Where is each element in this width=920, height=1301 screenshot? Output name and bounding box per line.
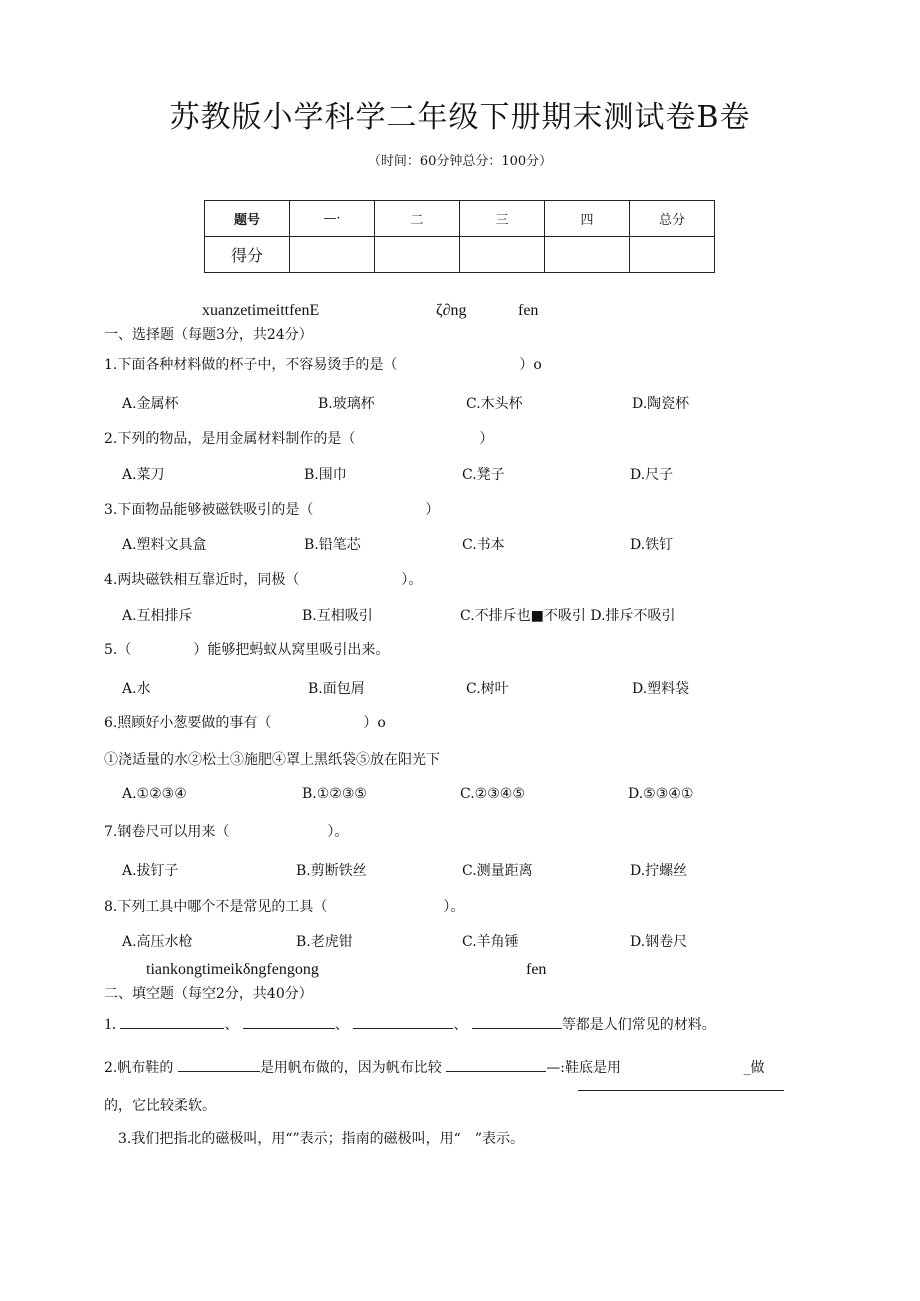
answer-blank[interactable] (472, 1014, 562, 1029)
fill-q1-number: 1. (104, 1016, 116, 1033)
q4-option-b: B.互相吸引 (302, 608, 373, 624)
question-6-tail: ）o (363, 715, 386, 731)
header-question-number: 题号 (205, 201, 290, 237)
question-8-tail: ）。 (443, 899, 465, 915)
fill-q2-part-b: 是用帆布做的，因为帆布比较 (259, 1060, 442, 1076)
q4-option-a: A.互相排斥 (122, 608, 193, 624)
question-2 (104, 428, 493, 448)
score-cell (460, 237, 545, 273)
q8-option-c: C.羊角锤 (462, 934, 519, 950)
question-8-stem: 8.下列工具中哪个不是常见的工具（ (104, 899, 328, 915)
section1-pinyin-a: xuanzetimeittfenE (202, 302, 320, 319)
score-table-score-row (205, 237, 715, 273)
section1-pinyin-b: ζ∂ng (436, 302, 467, 319)
question-5 (104, 639, 389, 659)
fill-q1-tail: 等都是人们常见的材料。 (561, 1017, 716, 1033)
separator: 、 (334, 1017, 349, 1033)
q7-option-a: A.拔钉子 (122, 863, 179, 879)
answer-blank[interactable] (446, 1057, 546, 1072)
answer-blank[interactable] (353, 1014, 453, 1029)
fill-q2-part-e: 的，它比较柔软。 (104, 1098, 216, 1114)
q4-option-cd: C.不排斥也■不吸引 D.排斥不吸引 (460, 608, 676, 624)
question-1 (104, 354, 542, 374)
section2-pinyin-b: fen (526, 961, 547, 978)
q3-option-a: A.塑料文具盒 (122, 537, 207, 553)
question-6-stem: 6.照顾好小葱要做的事有（ (104, 715, 272, 731)
q2-option-c: C.凳子 (462, 467, 505, 483)
answer-blank[interactable] (120, 1014, 224, 1029)
question-6 (104, 712, 386, 732)
answer-blank[interactable] (178, 1057, 260, 1072)
score-cell (375, 237, 460, 273)
q5-option-a: A.水 (122, 681, 151, 697)
separator: 、 (224, 1017, 239, 1033)
question-6-items: ①浇适量的水②松土③施肥④罩上黑纸袋⑤放在阳光下 (104, 752, 440, 768)
q7-option-d: D.拧螺丝 (630, 863, 688, 879)
section2-heading: 二、填空题（每空2分，共40分） (104, 986, 313, 1002)
q3-option-d: D.铁钉 (630, 537, 674, 553)
question-3 (104, 499, 439, 519)
q1-option-c: C.木头杯 (466, 396, 523, 412)
question-7-stem: 7.钢卷尺可以用来（ (104, 824, 230, 840)
q8-option-b: B.老虎钳 (296, 934, 353, 950)
section2-pinyin-a: tiankongtimeikδngfengong (146, 961, 319, 978)
q5-option-d: D.塑料袋 (632, 681, 690, 697)
score-row-label: 得分 (205, 237, 290, 273)
q6-option-a: A.①②③④ (122, 786, 187, 802)
page-title: 苏教版小学科学二年级下册期末测试卷B卷 (169, 100, 751, 135)
header-part-2: 二 (375, 201, 460, 237)
q6-option-c: C.②③④⑤ (460, 786, 525, 802)
score-table-header-row (205, 201, 715, 237)
score-cell (290, 237, 375, 273)
header-part-1: —· (290, 201, 375, 237)
q2-option-a: A.菜刀 (122, 467, 165, 483)
q3-option-b: B.铅笔芯 (304, 537, 361, 553)
header-total: 总分 (630, 201, 715, 237)
answer-blank[interactable] (243, 1014, 335, 1029)
question-4 (104, 569, 422, 589)
question-7 (104, 821, 348, 841)
q7-option-c: C.测量距离 (462, 863, 533, 879)
q1-option-a: A.金属杯 (122, 396, 179, 412)
q8-option-a: A.高压水枪 (122, 934, 193, 950)
question-5-stem: 5.（ (104, 642, 132, 658)
q6-option-d: D.⑤③④① (628, 786, 694, 802)
question-1-stem: 1.下面各种材料做的杯子中，不容易烫手的是（ (104, 357, 398, 373)
fill-question-3: 3.我们把指北的磁极叫，用“”表示；指南的磁极叫，用“ ”表示。 (118, 1131, 524, 1147)
header-part-4: 四 (545, 201, 630, 237)
score-cell (630, 237, 715, 273)
q5-option-c: C.树叶 (466, 681, 509, 697)
score-cell (545, 237, 630, 273)
q7-option-b: B.剪断铁丝 (296, 863, 367, 879)
answer-blank-line[interactable] (578, 1090, 784, 1091)
fill-question-1 (104, 1014, 716, 1034)
q5-option-b: B.面包屑 (308, 681, 365, 697)
q1-option-b: B.玻璃杯 (318, 396, 375, 412)
question-1-tail: ）o (519, 357, 542, 373)
q1-option-d: D.陶瓷杯 (632, 396, 690, 412)
question-5-tail: ）能够把蚂蚁从窝里吸引出来。 (193, 642, 390, 658)
question-7-tail: ）。 (327, 824, 349, 840)
header-part-3: 三 (460, 201, 545, 237)
question-4-tail: ）。 (401, 572, 423, 588)
question-4-stem: 4.两块磁铁相互靠近时，同极（ (104, 572, 300, 588)
q8-option-d: D.钢卷尺 (630, 934, 688, 950)
q3-option-c: C.书本 (462, 537, 505, 553)
fill-question-2 (104, 1057, 764, 1077)
question-8 (104, 896, 464, 916)
question-3-stem: 3.下面物品能够被磁铁吸引的是（ (104, 502, 314, 518)
fill-q2-part-a: 2.帆布鞋的 (104, 1060, 174, 1076)
fill-q2-part-d: _做 (743, 1060, 765, 1076)
separator: 、 (453, 1017, 468, 1033)
question-2-stem: 2.下列的物品，是用金属材料制作的是（ (104, 431, 356, 447)
fill-q2-part-c: —:鞋底是用 (546, 1060, 621, 1076)
exam-info: （时间：60分钟总分：100分） (367, 154, 553, 169)
section1-heading: 一、选择题（每题3分，共24分） (104, 327, 313, 343)
q2-option-d: D.尺子 (630, 467, 674, 483)
score-table (204, 200, 715, 273)
q2-option-b: B.围巾 (304, 467, 347, 483)
question-3-tail: ） (425, 502, 440, 518)
q6-option-b: B.①②③⑤ (302, 786, 367, 802)
question-2-tail: ） (479, 431, 494, 447)
section1-pinyin-c: fen (518, 302, 539, 319)
